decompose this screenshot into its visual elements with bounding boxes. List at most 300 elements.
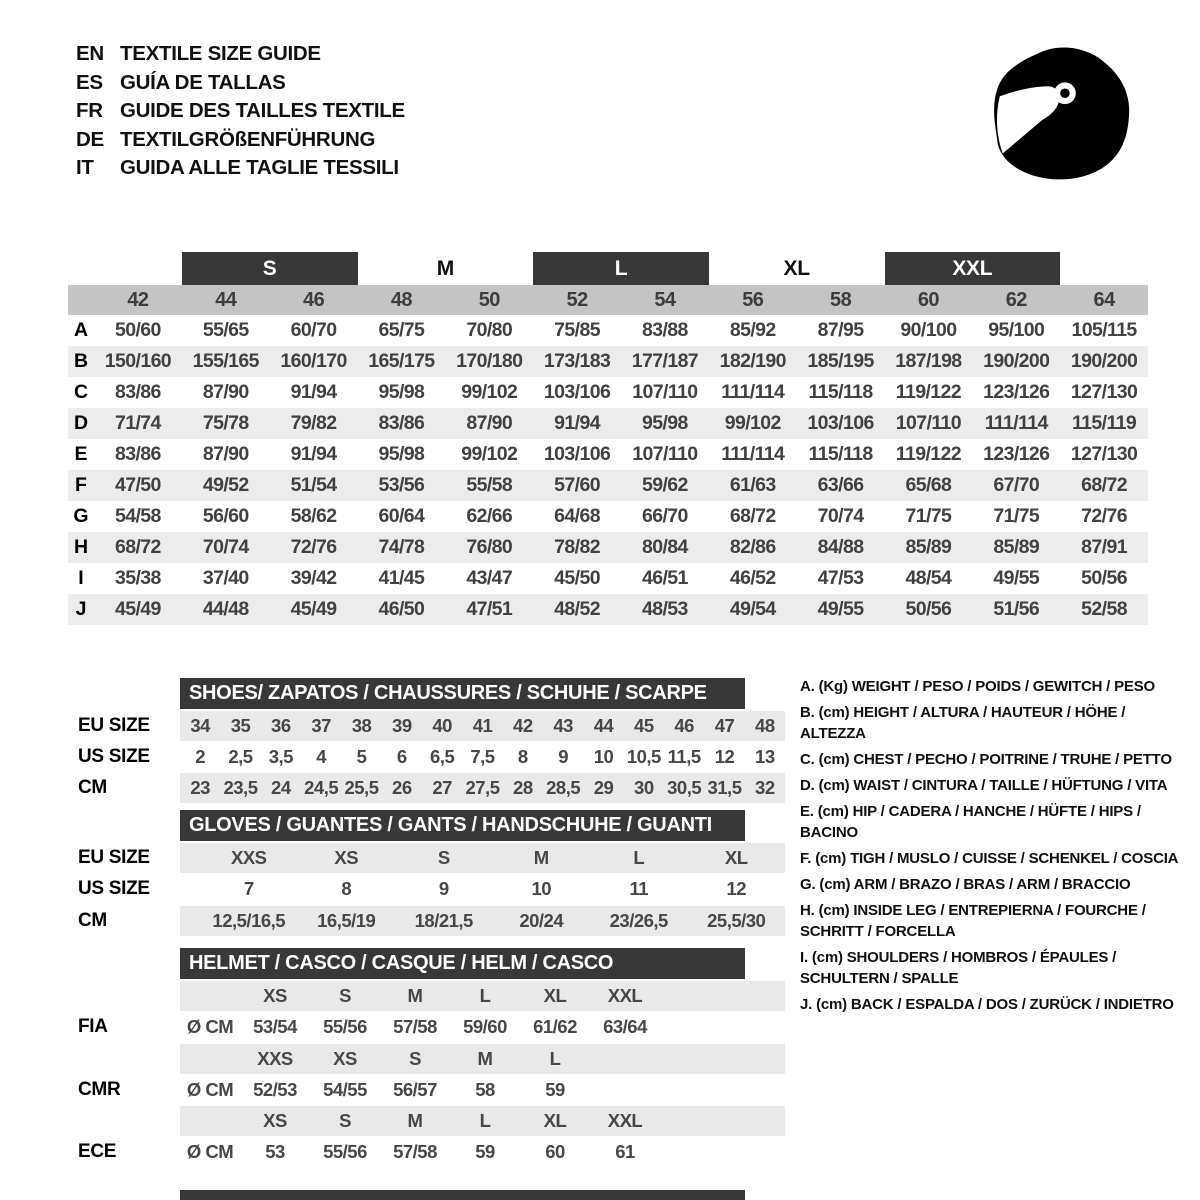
helmet-sizes-row-ece <box>180 1106 785 1136</box>
gloves-section-header: GLOVES / GUANTES / GANTS / HANDSCHUHE / GUANTI <box>180 810 745 841</box>
helmet-size-label: M <box>407 985 423 1006</box>
helmet-size-value: 59 <box>545 1079 565 1100</box>
legend-item: E. (cm) HIP / CADERA / HANCHE / HÜFTE / HIPS / BACINO <box>800 803 1141 841</box>
size-value: 87/90 <box>202 443 249 465</box>
size-value: 87/90 <box>466 412 513 434</box>
size-value: 91/94 <box>290 443 337 465</box>
measure-row-e <box>68 439 1148 470</box>
helmet-size-label: S <box>339 1110 351 1131</box>
size-value: 105/115 <box>1071 319 1137 341</box>
helmet-size-value: 56/57 <box>393 1079 437 1100</box>
size-value: 123/126 <box>983 443 1050 465</box>
helmet-size-value: 55/56 <box>323 1141 367 1162</box>
size-value: 76/80 <box>466 536 513 558</box>
helmet-size-value: 57/58 <box>393 1016 437 1037</box>
size-column-header: 54 <box>654 288 676 311</box>
size-column-header: 52 <box>566 288 588 311</box>
size-value: 95/98 <box>378 443 425 465</box>
row-label: CM <box>78 910 107 931</box>
shoes-section-header: SHOES/ ZAPATOS / CHAUSSURES / SCHUHE / SCARPE <box>180 678 745 709</box>
size-value: 68/72 <box>729 505 776 527</box>
unit-spacer <box>180 1106 240 1136</box>
size-value: 51/54 <box>290 474 337 496</box>
row-letter: C <box>73 381 89 403</box>
unit-spacer <box>180 1044 240 1074</box>
size-column-header: 44 <box>215 288 237 311</box>
size-band-m: M <box>436 256 454 280</box>
size-value: 62/66 <box>466 505 513 527</box>
size-value: 65/75 <box>378 319 425 341</box>
glove-size-value: 12 <box>726 878 747 899</box>
legend-item: B. (cm) HEIGHT / ALTURA / HAUTEUR / HÖHE / ALTEZZA <box>800 704 1126 742</box>
size-value: 72/76 <box>290 536 337 558</box>
helmet-size-value: 53 <box>265 1141 285 1162</box>
shoe-size-value: 25,5 <box>344 777 379 798</box>
size-column-header: 64 <box>1093 288 1115 311</box>
row-label: FIA <box>78 1016 108 1037</box>
language-row <box>76 69 405 98</box>
size-band-xl: XL <box>783 256 810 280</box>
diameter-unit: Ø CM <box>186 1016 234 1037</box>
guide-title: TEXTILGRÖßENFÜHRUNG <box>120 127 376 151</box>
size-value: 45/50 <box>554 567 600 589</box>
shoe-size-value: 11,5 <box>667 746 701 767</box>
size-value: 115/118 <box>808 381 873 403</box>
size-column-header: 62 <box>1005 288 1027 311</box>
shoe-size-value: 29 <box>593 777 614 798</box>
gloves-row-2 <box>180 874 785 904</box>
size-value: 54/58 <box>115 505 161 527</box>
legend-item: D. (cm) WAIST / CINTURA / TAILLE / HÜFTUNG / VITA <box>800 777 1168 794</box>
shoe-size-value: 4 <box>316 746 327 767</box>
glove-size-value: 9 <box>438 878 449 899</box>
size-value: 49/55 <box>817 598 864 620</box>
size-value: 45/49 <box>115 598 161 620</box>
size-value: 99/102 <box>461 381 518 403</box>
glove-size-value: 7 <box>243 878 254 899</box>
shoe-size-value: 46 <box>674 715 694 736</box>
helmet-size-value: 60 <box>545 1141 565 1162</box>
size-value: 185/195 <box>807 350 874 372</box>
helmet-size-label: L <box>549 1048 561 1069</box>
size-value: 58/62 <box>290 505 337 527</box>
size-value: 111/114 <box>721 381 785 403</box>
size-value: 107/110 <box>632 381 698 403</box>
helmet-size-label: XXS <box>257 1048 293 1069</box>
size-value: 83/88 <box>642 319 688 341</box>
gloves-row-3 <box>180 906 785 936</box>
size-value: 95/98 <box>642 412 688 434</box>
size-value: 85/89 <box>905 536 952 558</box>
size-value: 57/60 <box>554 474 600 496</box>
row-letter: H <box>73 536 89 558</box>
size-value: 80/84 <box>642 536 688 558</box>
shoe-size-value: 24,5 <box>304 777 339 798</box>
language-code: ES <box>76 70 103 94</box>
size-value: 182/190 <box>719 350 786 372</box>
size-value: 72/76 <box>1081 505 1127 527</box>
size-column-header: 50 <box>478 288 500 311</box>
size-value: 95/100 <box>988 319 1045 341</box>
shoe-size-value: 10 <box>593 746 614 767</box>
size-value: 55/58 <box>466 474 513 496</box>
shoe-size-value: 26 <box>392 777 412 798</box>
shoe-size-value: 6 <box>396 746 407 767</box>
measurement-legend <box>800 676 1184 1020</box>
glove-size-value: 10 <box>531 878 552 899</box>
shoe-size-value: 30 <box>634 777 654 798</box>
shoe-size-value: 9 <box>558 746 569 767</box>
row-label: EU SIZE <box>78 847 150 868</box>
size-column-header: 58 <box>830 288 852 311</box>
helmet-values-row-fia <box>180 1012 785 1042</box>
size-value: 60/70 <box>290 319 337 341</box>
size-value: 41/45 <box>378 567 425 589</box>
helmet-size-label: XL <box>543 985 567 1006</box>
size-value: 107/110 <box>632 443 698 465</box>
size-value: 160/170 <box>280 350 347 372</box>
size-value: 71/74 <box>115 412 161 434</box>
size-value: 90/100 <box>900 319 957 341</box>
row-label: US SIZE <box>78 878 150 899</box>
shoe-size-value: 2 <box>195 746 206 767</box>
glove-size-value: S <box>437 847 450 868</box>
helmet-size-value: 55/56 <box>323 1016 367 1037</box>
guide-title: GUIDE DES TAILLES TEXTILE <box>120 99 405 122</box>
size-value: 45/49 <box>290 598 337 620</box>
helmet-size-value: 57/58 <box>393 1141 437 1162</box>
glove-size-value: XL <box>724 847 748 868</box>
racing-helmet-icon <box>982 34 1140 196</box>
legend-item: F. (cm) TIGH / MUSLO / CUISSE / SCHENKEL / COSCIA <box>800 850 1179 867</box>
helmet-size-label: XS <box>263 985 287 1006</box>
shoe-size-value: 41 <box>472 715 493 736</box>
shoes-row-3 <box>180 773 785 803</box>
glove-size-value: L <box>633 847 645 868</box>
helmet-size-label: S <box>339 985 351 1006</box>
row-label: CMR <box>78 1079 121 1100</box>
size-value: 63/66 <box>817 474 864 496</box>
size-value: 53/56 <box>378 474 425 496</box>
shoe-size-value: 31,5 <box>707 777 742 798</box>
size-value: 187/198 <box>895 350 962 372</box>
cutoff-section-bar <box>180 1190 745 1200</box>
size-value: 49/55 <box>993 567 1040 589</box>
gloves-row-1 <box>180 843 785 873</box>
size-value: 79/82 <box>290 412 337 434</box>
size-value: 51/56 <box>993 598 1040 620</box>
size-value: 43/47 <box>466 567 513 589</box>
size-value: 37/40 <box>202 567 249 589</box>
size-column-header: 42 <box>127 288 149 311</box>
helmet-size-value: 61/62 <box>533 1016 577 1037</box>
shoe-size-value: 6,5 <box>430 746 455 767</box>
size-value: 68/72 <box>115 536 161 558</box>
glove-size-value: 18/21,5 <box>414 910 473 931</box>
helmet-size-label: XS <box>263 1110 287 1131</box>
legend-item: J. (cm) BACK / ESPALDA / DOS / ZURÜCK / INDIETRO <box>800 996 1174 1013</box>
size-value: 60/64 <box>378 505 425 527</box>
size-value: 87/95 <box>817 319 864 341</box>
size-value: 68/72 <box>1081 474 1127 496</box>
legend-item: H. (cm) INSIDE LEG / ENTREPIERNA / FOURCHE / SCHRITT / FORCELLA <box>800 902 1146 940</box>
helmet-size-value: 53/54 <box>253 1016 297 1037</box>
measure-row-h <box>68 532 1148 563</box>
legend-item: I. (cm) SHOULDERS / HOMBROS / ÉPAULES / SCHULTERN / SPALLE <box>800 949 1117 987</box>
size-value: 111/114 <box>984 412 1048 434</box>
size-value: 44/48 <box>202 598 249 620</box>
helmet-values-row-ece <box>180 1137 785 1167</box>
shoe-size-value: 37 <box>311 715 331 736</box>
size-value: 48/52 <box>554 598 600 620</box>
size-value: 49/54 <box>729 598 776 620</box>
shoe-size-value: 43 <box>553 715 573 736</box>
language-code: FR <box>76 99 103 122</box>
helmet-size-value: 63/64 <box>603 1016 647 1037</box>
language-code: DE <box>76 127 104 151</box>
size-value: 115/118 <box>808 443 873 465</box>
size-value: 50/56 <box>905 598 952 620</box>
measure-row-b <box>68 346 1148 377</box>
size-value: 67/70 <box>993 474 1040 496</box>
size-value: 85/92 <box>729 319 776 341</box>
language-row <box>76 126 405 155</box>
size-value: 85/89 <box>993 536 1040 558</box>
size-value: 91/94 <box>290 381 337 403</box>
corner-cell <box>68 285 94 315</box>
size-value: 56/60 <box>202 505 249 527</box>
size-value: 95/98 <box>378 381 425 403</box>
helmet-section-header: HELMET / CASCO / CASQUE / HELM / CASCO <box>180 948 745 979</box>
size-value: 52/58 <box>1081 598 1127 620</box>
size-value: 150/160 <box>104 350 172 372</box>
shoe-size-value: 32 <box>755 777 775 798</box>
helmet-size-value: 59/60 <box>463 1016 507 1037</box>
shoe-size-value: 48 <box>755 715 775 736</box>
size-column-header: 60 <box>917 288 939 311</box>
measure-row-i <box>68 563 1148 594</box>
unit-spacer <box>180 981 240 1011</box>
size-value: 39/42 <box>290 567 337 589</box>
language-code: IT <box>76 156 94 179</box>
size-value: 83/86 <box>115 443 161 465</box>
size-value: 123/126 <box>983 381 1050 403</box>
size-value: 71/75 <box>993 505 1040 527</box>
glove-size-value: 25,5/30 <box>707 910 766 931</box>
measure-row-f <box>68 470 1148 501</box>
measure-row-d <box>68 408 1148 439</box>
row-label: CM <box>78 777 107 798</box>
helmet-size-value: 54/55 <box>323 1079 367 1100</box>
size-value: 177/187 <box>631 350 699 372</box>
size-value: 71/75 <box>905 505 952 527</box>
size-value: 190/200 <box>1070 350 1138 372</box>
helmet-size-value: 59 <box>475 1141 495 1162</box>
language-title-block <box>76 40 405 183</box>
shoe-size-value: 27 <box>432 777 452 798</box>
size-value: 103/106 <box>543 381 611 403</box>
size-band-row <box>68 252 1148 285</box>
shoe-size-value: 38 <box>351 715 372 736</box>
row-letter: E <box>74 443 88 465</box>
size-value: 70/74 <box>817 505 864 527</box>
size-value: 103/106 <box>807 412 874 434</box>
shoe-size-value: 47 <box>714 715 735 736</box>
helmet-size-label: M <box>477 1048 493 1069</box>
shoe-size-value: 3,5 <box>268 746 293 767</box>
size-value: 47/50 <box>115 474 161 496</box>
size-value: 46/50 <box>378 598 425 620</box>
size-value: 99/102 <box>724 412 781 434</box>
row-letter: I <box>78 567 84 589</box>
size-value: 64/68 <box>554 505 600 527</box>
size-value: 82/86 <box>729 536 776 558</box>
glove-size-value: 20/24 <box>519 910 564 931</box>
language-code: EN <box>76 42 104 65</box>
guide-title: TEXTILE SIZE GUIDE <box>120 42 321 65</box>
size-value: 35/38 <box>115 567 161 589</box>
helmet-size-value: 52/53 <box>253 1079 297 1100</box>
shoe-size-value: 10,5 <box>626 746 661 767</box>
helmet-size-label: M <box>407 1110 423 1131</box>
glove-size-value: 8 <box>341 878 352 899</box>
size-column-header: 46 <box>303 288 325 311</box>
shoe-size-value: 39 <box>392 715 412 736</box>
size-value: 127/130 <box>1070 381 1138 403</box>
helmet-size-value: 58 <box>475 1079 495 1100</box>
size-number-row <box>68 285 1148 315</box>
size-value: 170/180 <box>456 350 523 372</box>
size-value: 70/80 <box>466 319 513 341</box>
measure-row-c <box>68 377 1148 408</box>
helmet-sizes-row-fia <box>180 981 785 1011</box>
helmet-sizes-row-cmr <box>180 1044 785 1074</box>
helmet-values-row-cmr <box>180 1075 785 1105</box>
glove-size-value: 16,5/19 <box>317 910 376 931</box>
row-letter: A <box>73 319 89 341</box>
shoe-size-value: 5 <box>356 746 367 767</box>
size-value: 75/78 <box>202 412 249 434</box>
size-value: 190/200 <box>983 350 1050 372</box>
size-value: 127/130 <box>1070 443 1138 465</box>
guide-title: GUIDA ALLE TAGLIE TESSILI <box>120 156 399 179</box>
helmet-size-label: L <box>479 985 491 1006</box>
shoes-row-1 <box>180 711 785 741</box>
size-column-header: 48 <box>390 288 412 311</box>
row-letter: F <box>75 474 87 496</box>
size-value: 83/86 <box>115 381 161 403</box>
size-value: 75/85 <box>554 319 600 341</box>
row-letter: D <box>73 412 89 434</box>
size-value: 91/94 <box>554 412 600 434</box>
shoe-size-value: 35 <box>230 715 251 736</box>
legend-item: A. (Kg) WEIGHT / PESO / POIDS / GEWITCH / PESO <box>800 678 1155 695</box>
shoe-size-value: 24 <box>271 777 291 798</box>
diameter-unit: Ø CM <box>186 1141 234 1162</box>
shoe-size-value: 36 <box>271 715 291 736</box>
shoe-size-value: 27,5 <box>465 777 500 798</box>
shoe-size-value: 42 <box>513 715 533 736</box>
size-value: 59/62 <box>642 474 688 496</box>
shoe-size-value: 23 <box>190 777 210 798</box>
shoe-size-value: 30,5 <box>667 777 702 798</box>
shoe-size-value: 40 <box>432 715 452 736</box>
measure-row-j <box>68 594 1148 625</box>
glove-size-value: 12,5/16,5 <box>212 910 286 931</box>
size-value: 47/53 <box>817 567 864 589</box>
helmet-size-label: S <box>409 1048 421 1069</box>
size-value: 48/54 <box>905 567 952 589</box>
size-value: 74/78 <box>378 536 425 558</box>
size-value: 65/68 <box>905 474 952 496</box>
glove-size-value: XXS <box>230 847 267 868</box>
shoe-size-value: 28 <box>513 777 533 798</box>
helmet-size-label: XL <box>543 1110 567 1131</box>
shoe-size-value: 23,5 <box>223 777 258 798</box>
helmet-size-label: XXL <box>607 985 643 1006</box>
shoe-size-value: 34 <box>190 715 210 736</box>
size-value: 165/175 <box>368 350 435 372</box>
language-row <box>76 40 405 69</box>
textile-size-table <box>68 252 1148 625</box>
shoe-size-value: 8 <box>517 746 528 767</box>
row-label: US SIZE <box>78 746 150 767</box>
shoe-size-value: 7,5 <box>470 746 495 767</box>
size-value: 47/51 <box>466 598 513 620</box>
shoe-size-value: 13 <box>755 746 775 767</box>
size-value: 50/60 <box>115 319 161 341</box>
size-value: 61/63 <box>729 474 776 496</box>
helmet-size-value: 61 <box>615 1141 635 1162</box>
helmet-size-label: L <box>479 1110 491 1131</box>
glove-size-value: XS <box>334 847 359 868</box>
row-label: ECE <box>78 1141 117 1162</box>
size-band-l: L <box>533 252 709 285</box>
glove-size-value: 23/26,5 <box>609 910 668 931</box>
size-value: 50/56 <box>1081 567 1127 589</box>
size-value: 49/52 <box>202 474 249 496</box>
size-value: 83/86 <box>378 412 425 434</box>
size-value: 48/53 <box>642 598 688 620</box>
size-value: 107/110 <box>895 412 962 434</box>
row-label: EU SIZE <box>78 715 150 736</box>
size-value: 66/70 <box>642 505 688 527</box>
glove-size-value: 11 <box>629 878 649 899</box>
size-value: 78/82 <box>554 536 600 558</box>
language-row <box>76 97 405 126</box>
helmet-size-label: XS <box>333 1048 357 1069</box>
measure-row-a <box>68 315 1148 346</box>
size-band-xxl: XXL <box>885 252 1061 285</box>
row-letter: G <box>73 505 89 527</box>
language-row <box>76 154 405 183</box>
size-value: 119/122 <box>895 443 962 465</box>
guide-title: GUÍA DE TALLAS <box>120 70 286 94</box>
shoe-size-value: 28,5 <box>546 777 581 798</box>
size-value: 87/91 <box>1081 536 1127 558</box>
legend-item: C. (cm) CHEST / PECHO / POITRINE / TRUHE / PETTO <box>800 751 1172 768</box>
size-value: 84/88 <box>817 536 864 558</box>
size-value: 70/74 <box>202 536 249 558</box>
size-value: 111/114 <box>721 443 785 465</box>
legend-item: G. (cm) ARM / BRAZO / BRAS / ARM / BRACCIO <box>800 876 1131 893</box>
size-value: 173/183 <box>543 350 611 372</box>
size-value: 55/65 <box>202 319 249 341</box>
shoe-size-value: 12 <box>714 746 735 767</box>
glove-size-value: M <box>533 847 549 868</box>
shoe-size-value: 44 <box>593 715 614 736</box>
size-value: 46/52 <box>729 567 776 589</box>
